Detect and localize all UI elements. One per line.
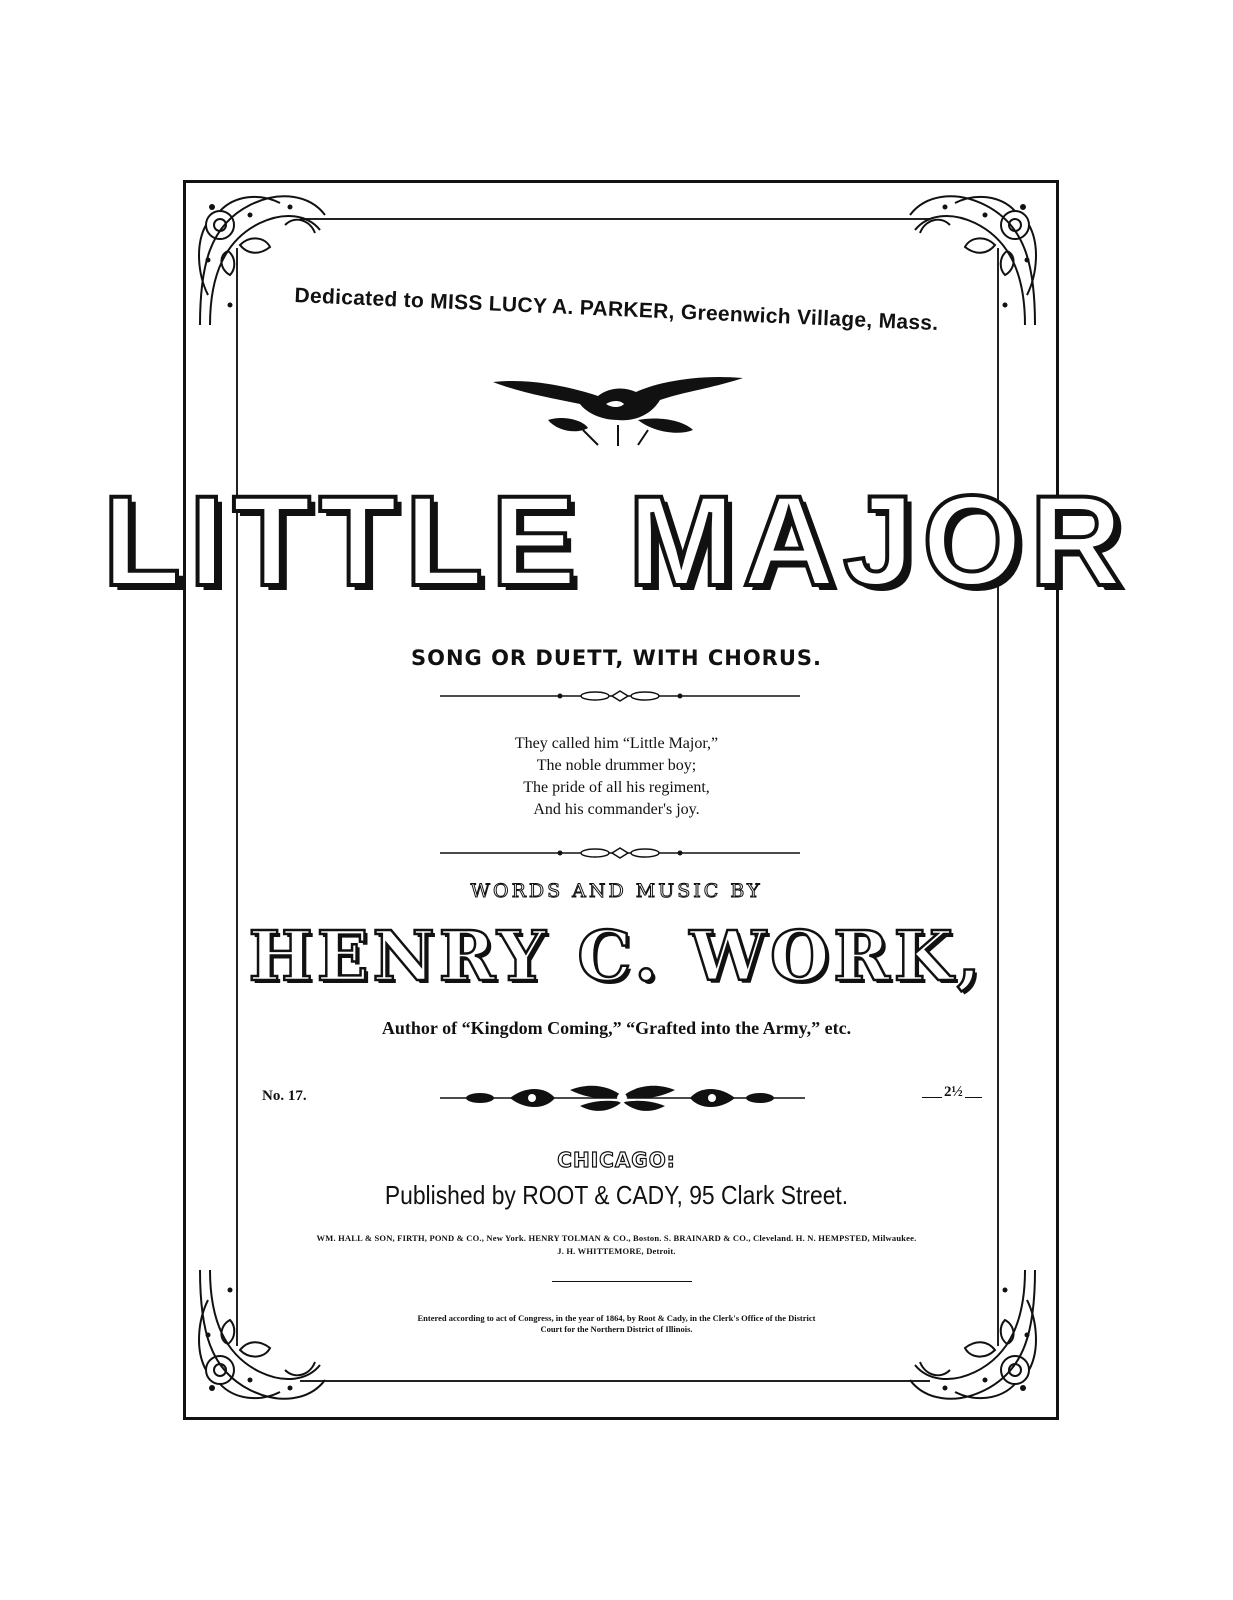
copyright-notice	[0, 1313, 1233, 1335]
corner-flourish-icon	[905, 1260, 1045, 1410]
song-title: LITTLE MAJOR	[102, 470, 1131, 613]
verse-line: They called him “Little Major,”	[514, 735, 719, 752]
composer-name: HENRY C. WORK,	[248, 917, 985, 997]
agents-line: WM. HALL & SON, FIRTH, POND & CO., New York. HENRY TOLMAN & CO., Boston. S. BRAINARD & CO., Cleveland. H. N. HEMPSTED, Milwaukee.	[316, 1233, 917, 1243]
author-credits: Author of “Kingdom Coming,” “Grafted into the Army,” etc.	[381, 1018, 852, 1038]
song-subtitle: SONG OR DUETT, WITH CHORUS.	[410, 646, 823, 670]
divider-ornament-icon	[440, 688, 800, 704]
copyright-line: Entered according to act of Congress, in the year of 1864, by Root & Cady, in the Clerk's Office of the District	[417, 1313, 816, 1323]
price-label: 2½	[944, 1084, 963, 1100]
short-rule	[552, 1281, 692, 1282]
divider-ornament-icon	[440, 845, 800, 861]
byline-label: WORDS AND MUSIC BY	[470, 880, 763, 902]
corner-flourish-icon	[190, 185, 330, 335]
verse-quote	[0, 733, 1233, 821]
publisher-line: Published by ROOT & CADY, 95 Clark Street.	[384, 1180, 849, 1210]
top-frame-rule	[300, 218, 930, 220]
verse-line: The noble drummer boy;	[536, 757, 697, 774]
verse-line: And his commander's joy.	[533, 801, 700, 818]
publisher-city: CHICAGO:	[557, 1148, 676, 1172]
agents-list	[0, 1232, 1233, 1258]
verse-line: The pride of all his regiment,	[523, 779, 710, 796]
edition-number: No. 17.	[262, 1088, 307, 1104]
eagle-vignette-icon	[488, 270, 748, 450]
corner-flourish-icon	[190, 1260, 330, 1410]
dedication-line: Dedicated to MISS LUCY A. PARKER, Greenwich Village, Mass.	[294, 283, 939, 336]
scroll-ornament-icon	[440, 1078, 805, 1118]
bottom-frame-rule	[300, 1380, 930, 1382]
copyright-line: Court for the Northern District of Illinois.	[540, 1324, 693, 1334]
agents-line: J. H. WHITTEMORE, Detroit.	[557, 1246, 676, 1256]
